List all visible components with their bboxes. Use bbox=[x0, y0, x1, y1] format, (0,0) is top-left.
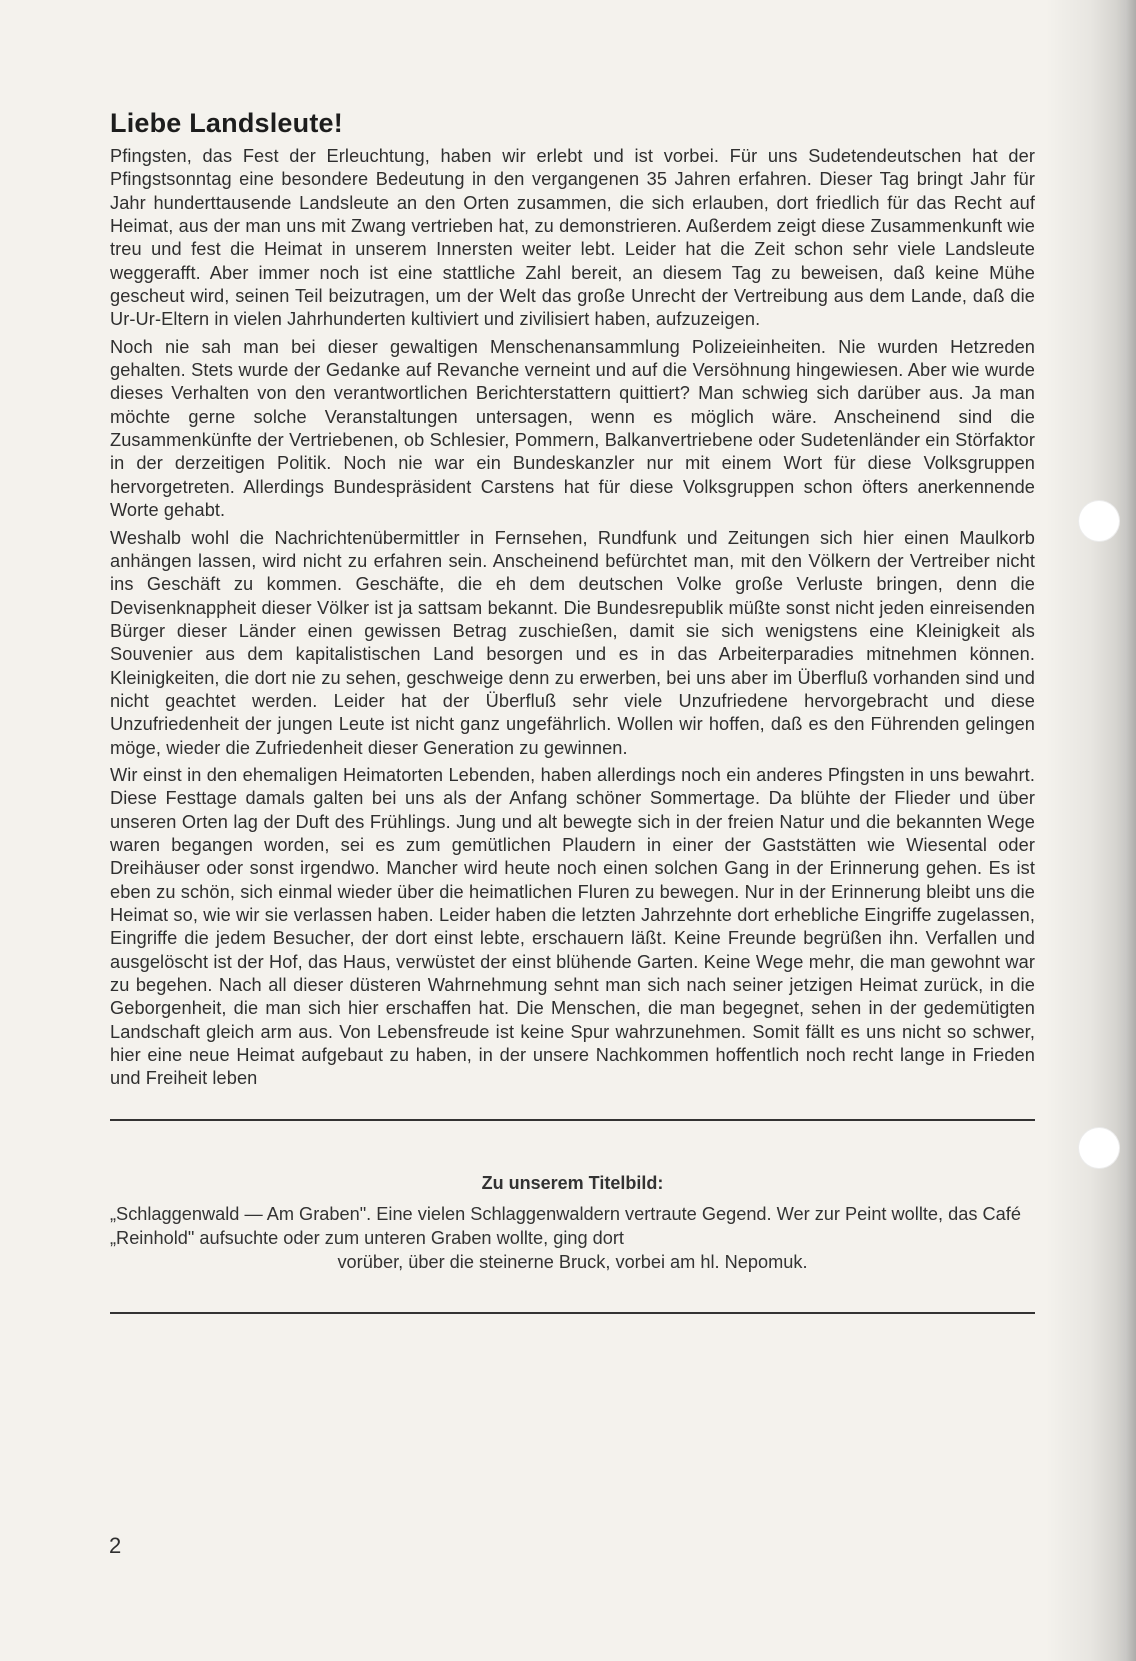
caption-text-secondary: vorüber, über die steinerne Bruck, vorbei am hl. Nepomuk. bbox=[337, 1251, 808, 1272]
spacer-before-divider bbox=[110, 1095, 1035, 1119]
top-divider bbox=[110, 1119, 1035, 1121]
paragraph-1: Pfingsten, das Fest der Erleuchtung, haben wir erlebt und ist vorbei. Für uns Sudetendeutschen hat der Pfingstsonntag eine besondere Bedeutung in den vergangenen 35 Jahren erfahren. Dieser Tag bringt Jahr für Jahr hunderttausende Landsleute an den Orten zusammen, die sich erlauben, dort friedlich für das Recht auf Heimat, aus der man uns mit Zwang vertrieben hat, zu demonstrieren. Außerdem zeigt diese Zusammenkunft wie treu und fest die Heimat in unserem Innersten weiter lebt. Leider hat die Zeit schon sehr viele Landsleute weggerafft. Aber immer noch ist eine stattliche Zahl bereit, an diesem Tag zu beweisen, daß keine Mühe gescheut wird, seinen Teil beizutragen, um der Welt das große Unrecht der Vertreibung aus dem Lande, daß die Ur-Ur-Eltern in vielen Jahrhunderten kultiviert und zivilisiert haben, aufzuzeigen. bbox=[110, 146, 1035, 330]
punch-hole-bottom-icon bbox=[1078, 1127, 1120, 1169]
article-title: Liebe Landsleute! bbox=[110, 108, 343, 138]
paragraph-2: Noch nie sah man bei dieser gewaltigen Menschenansammlung Polizeieinheiten. Nie wurden Hetzreden gehalten. Stets wurde der Gedanke auf Revanche verneint und auf die Versöhnung hingewiesen. Aber wie wurde dieses Verhalten von den verantwortlichen Berichterstattern quittiert? Man schwieg sich darüber aus. Ja man möchte gerne solche Veranstaltungen untersagen, wenn es möglich wäre. Anscheinend sind die Zusammenkünfte der Vertriebenen, ob Schlesier, Pommern, Balkanvertriebene oder Sudetenländer ein Störfaktor in der derzeitigen Politik. Noch nie war ein Bundeskanzler nur mit einem Wort für diese Volksgruppen hervorgetreten. Allerdings Bundespräsident Carstens hat für diese Volksgruppen schon öfters anerkennende Worte gehabt. bbox=[110, 336, 1035, 521]
article-content bbox=[110, 108, 1035, 1314]
cover-photo-caption bbox=[110, 1173, 1035, 1274]
caption-text-primary: „Schlaggenwald — Am Graben". Eine vielen Schlaggenwaldern vertraute Gegend. Wer zur Peint wollte, das Café „Reinhold" aufsuchte oder zum unteren Graben wollte, ging dort bbox=[110, 1203, 1021, 1248]
bottom-divider bbox=[110, 1312, 1035, 1314]
paragraph-3: Weshalb wohl die Nachrichtenübermittler in Fernsehen, Rundfunk und Zeitungen sich hier einen Maulkorb anhängen lassen, wird nicht zu erfahren sein. Anscheinend befürchtet man, mit den Völkern der Vertreiber nicht ins Geschäft zu kommen. Geschäfte, die eh dem deutschen Volke große Verluste bringen, denn die Devisenknappheit dieser Völker ist ja sattsam bekannt. Die Bundesrepublik müßte sonst nicht jeden einreisenden Bürger dieser Länder einen gewissen Betrag zuschießen, damit sie sich wenigstens eine Kleinigkeit als Souvenier aus dem kapitalistischen Land besorgen und es in das Arbeiterparadies mitnehmen können. Kleinigkeiten, die dort nie zu sehen, geschweige denn zu erwerben, bei uns aber im Überfluß vorhanden sind und nicht geachtet werden. Leider hat der Überfluß sehr viele Unzufriedene hervorgebracht und diese Unzufriedenheit der jungen Leute ist nicht ganz ungefährlich. Wollen wir hoffen, daß es den Führenden gelingen möge, wieder die Zufriedenheit dieser Generation zu gewinnen. bbox=[110, 527, 1035, 758]
caption-heading: Zu unserem Titelbild: bbox=[481, 1172, 664, 1193]
punch-hole-top-icon bbox=[1078, 500, 1120, 542]
page-number: 2 bbox=[109, 1533, 122, 1558]
paragraph-4: Wir einst in den ehemaligen Heimatorten Lebenden, haben allerdings noch ein anderes Pfingsten in uns bewahrt. Diese Festtage damals galten bei uns als der Anfang schöner Sommertage. Da blühte der Flieder und über unseren Orten lag der Duft des Frühlings. Jung und alt bewegte sich in der freien Natur und die bekannten Wege waren begangen worden, sei es zum gemütlichen Plaudern in einer der Gaststätten wie Wiesental oder Dreihäuser oder sonst irgendwo. Mancher wird heute noch einen solchen Gang in der Erinnerung gehen. Es ist eben zu schön, sich einmal wieder über die heimatlichen Fluren zu bewegen. Nur in der Erinnerung bleibt uns die Heimat so, wie wir sie verlassen haben. Leider haben die letzten Jahrzehnte dort erhebliche Eingriffe zugelassen, Eingriffe die jedem Besucher, der dort einst lebte, erschauern läßt. Keine Freunde begrüßen ihn. Verfallen und ausgelöscht ist der Hof, das Haus, verwüstet der einst blühende Garten. Keine Wege mehr, die man gewohnt war zu begehen. Nach all dieser düsteren Wahrnehmung sehnt man sich nach seiner jetzigen Heimat zurück, in die Geborgenheit, die man sich hier erschaffen hat. Die Menschen, die man begegnet, sehen in der gedemütigten Landschaft gleich arm aus. Von Lebensfreude ist keine Spur wahrzunehmen. Somit fällt es uns nicht so schwer, hier eine neue Heimat aufgebaut zu haben, in der unsere Nachkommen hoffentlich noch recht lange in Frieden und Freiheit leben bbox=[110, 764, 1035, 1089]
binding-edge bbox=[1116, 0, 1136, 1661]
